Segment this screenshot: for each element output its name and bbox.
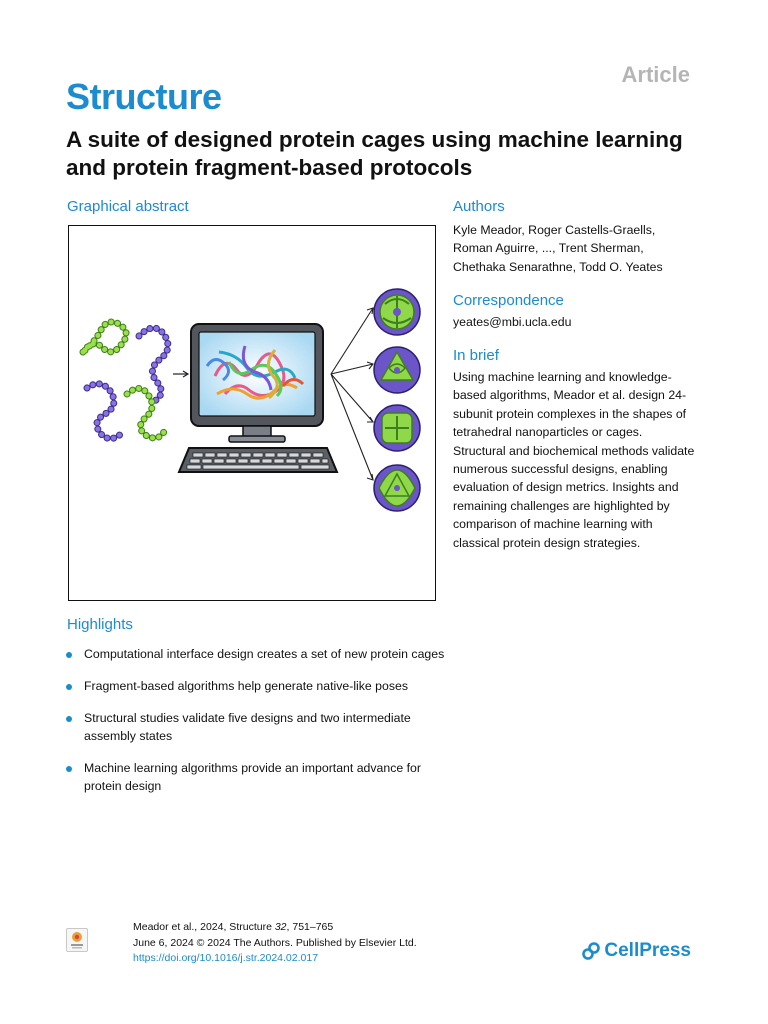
- citation-footer: [133, 920, 417, 967]
- authors-heading: Authors: [453, 198, 505, 215]
- graphical-abstract-figure: [68, 225, 436, 601]
- check-for-updates-icon[interactable]: [66, 928, 88, 952]
- journal-name[interactable]: Structure: [66, 76, 222, 117]
- bullet-icon: [66, 684, 72, 690]
- article-type-label: Article: [621, 62, 690, 87]
- in-brief-text: Using machine learning and knowledge-based algorithms, Meador et al. design 24-subunit protein complexes in the shapes of tetrahedral nanoparticles or cages. Structural and biochemical methods validate numerous successful designs, enabling evaluation of design metrics. Insights and remaining challenges are highlighted by comparison of machine learning with classical protein design strategies.: [453, 370, 695, 550]
- correspondence-heading: Correspondence: [453, 292, 564, 309]
- highlight-item: Machine learning algorithms provide an important advance for protein design: [66, 759, 446, 795]
- correspondence-email[interactable]: yeates@mbi.ucla.edu: [453, 315, 572, 329]
- designed-protein-cages: [374, 289, 420, 511]
- bullet-icon: [66, 652, 72, 658]
- copyright-line: June 6, 2024 © 2024 The Authors. Published by Elsevier Ltd.: [133, 936, 417, 949]
- computer-illustration: [179, 324, 337, 472]
- article-title: A suite of designed protein cages using machine learning and protein fragment-based protocols: [66, 127, 683, 180]
- citation-line: Meador et al., 2024, Structure 32, 751–765: [133, 921, 334, 933]
- unassembled-protein-chains: [83, 322, 188, 439]
- graphical-abstract-heading: Graphical abstract: [67, 198, 189, 215]
- authors-list: Kyle Meador, Roger Castells-Graells, Roman Aguirre, ..., Trent Sherman, Chethaka Senarathne, Todd O. Yeates: [453, 223, 663, 274]
- highlight-item: Fragment-based algorithms help generate native-like poses: [66, 677, 446, 695]
- highlights-list: [66, 645, 446, 809]
- bullet-icon: [66, 766, 72, 772]
- cellpress-logo[interactable]: CellPress: [582, 940, 691, 962]
- cellpress-mark-icon: [582, 942, 600, 960]
- in-brief-heading: In brief: [453, 347, 499, 364]
- highlight-item: Structural studies validate five designs and two intermediate assembly states: [66, 709, 446, 745]
- bullet-icon: [66, 716, 72, 722]
- highlight-item: Computational interface design creates a set of new protein cages: [66, 645, 446, 663]
- highlights-heading: Highlights: [67, 616, 133, 633]
- doi-link[interactable]: https://doi.org/10.1016/j.str.2024.02.017: [133, 952, 319, 964]
- output-arrows: [331, 308, 373, 480]
